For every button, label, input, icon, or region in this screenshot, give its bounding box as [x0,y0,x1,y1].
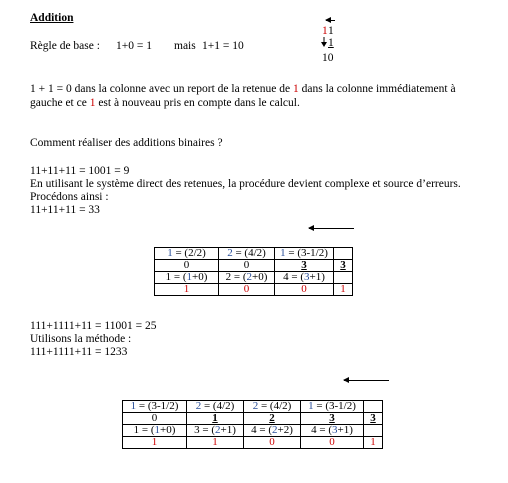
table-cell: 2 = (4/2) [219,248,275,260]
table-cell: 4 = (2+2) [244,425,301,437]
table-row [123,425,383,437]
table-row [155,260,353,272]
table-cell: 2 = (4/2) [244,401,301,413]
example2-line2: Utilisons la méthode : [30,333,132,345]
left-arrow-icon [344,380,389,381]
table-cell: 1 [123,437,187,449]
table-cell: 0 [155,260,219,272]
example1-line1: 11+11+11 = 1001 = 9 [30,165,130,177]
table-cell: 1 = (1+0) [155,272,219,284]
table-cell: 4 = (3+1) [301,425,364,437]
table-cell: 0 [301,437,364,449]
table-cell [334,272,353,284]
table-cell: 2 = (2+0) [219,272,275,284]
table-cell: 1 [187,437,244,449]
table-row [155,248,353,260]
table-cell: 0 [123,413,187,425]
basic-rule-2: 1+1 = 10 [202,40,244,52]
basic-rule-1: 1+0 = 1 [116,40,152,52]
example1-line4: 11+11+11 = 33 [30,204,100,216]
example2-line3: 111+1111+11 = 1233 [30,346,128,358]
basic-rule-mais: mais [174,40,196,52]
table-row [155,272,353,284]
table-cell: 1 [364,437,383,449]
table-cell: 2 = (4/2) [187,401,244,413]
mini-result: 10 [322,52,334,64]
table-cell: 3 [334,260,353,272]
table-cell: 3 [364,413,383,425]
question-heading: Comment réaliser des additions binaires ? [30,137,223,149]
mini-operand-b: 1 [328,37,334,49]
table-cell: 1 [155,284,219,296]
table-row [123,437,383,449]
table-cell: 3 [275,260,334,272]
example2-line1: 111+1111+11 = 11001 = 25 [30,320,157,332]
carry-arrow-icon [326,20,335,21]
example1-line2: En utilisant le système direct des retenues, la procédure devient complexe et source d’erreurs. [30,178,461,190]
table-cell: 4 = (3+1) [275,272,334,284]
table-cell: 1 = (2/2) [155,248,219,260]
page-title: Addition [30,12,74,24]
table-cell: 0 [244,437,301,449]
left-arrow-icon [309,228,354,229]
table-cell: 1 = (1+0) [123,425,187,437]
table-row [123,401,383,413]
table-cell: 2 [244,413,301,425]
table-row [155,284,353,296]
carry-table-1 [154,247,353,296]
table-cell [334,248,353,260]
example1-line3: Procédons ainsi : [30,191,109,203]
mini-operand-a: 1 [328,25,334,37]
explanation-paragraph-line2: gauche et ce 1 est à nouveau pris en compte dans le calcul. [30,97,300,109]
carry-table-2 [122,400,383,449]
table-cell: 3 = (2+1) [187,425,244,437]
table-cell [364,425,383,437]
mini-carry: 1 [322,25,328,37]
table-cell: 1 = (3-1/2) [275,248,334,260]
down-arrow-icon [320,37,328,47]
table-cell: 0 [219,260,275,272]
table-cell: 1 = (3-1/2) [301,401,364,413]
table-cell: 3 [301,413,364,425]
explanation-paragraph: 1 + 1 = 0 dans la colonne avec un report de la retenue de 1 dans la colonne immédiatement à [30,83,456,95]
table-row [123,413,383,425]
table-cell: 1 [334,284,353,296]
table-cell: 1 [187,413,244,425]
table-cell: 1 = (3-1/2) [123,401,187,413]
table-cell: 0 [275,284,334,296]
basic-rule-label: Règle de base : [30,40,100,52]
table-cell [364,401,383,413]
table-cell: 0 [219,284,275,296]
